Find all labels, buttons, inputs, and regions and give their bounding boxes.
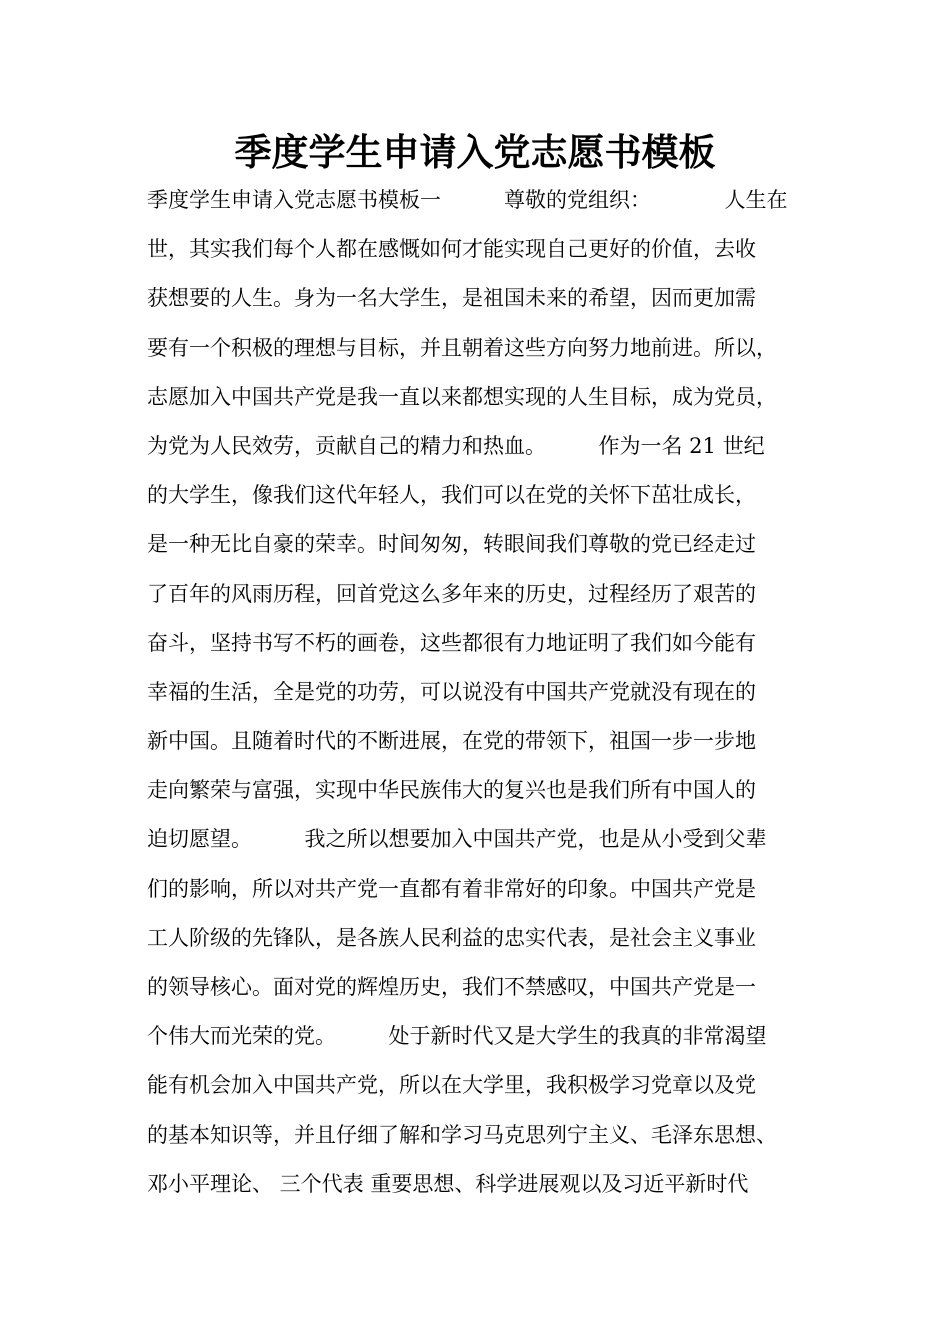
- body-line: 邓小平理论、 三个代表 重要思想、科学进展观以及习近平新时代: [147, 1171, 749, 1196]
- body-line: 能有机会加入中国共产党，所以在大学里，我积极学习党章以及党: [147, 1073, 756, 1098]
- body-line: 世，其实我们每个人都在感慨如何才能实现自己更好的价值，去收: [147, 237, 756, 262]
- body-line: 奋斗，坚持书写不朽的画卷，这些都很有力地证明了我们如今能有: [147, 630, 756, 655]
- body-line: 是一种无比自豪的荣幸。时间匆匆，转眼间我们尊敬的党已经走过: [147, 532, 756, 557]
- body-line: 走向繁荣与富强，实现中华民族伟大的复兴也是我们所有中国人的: [147, 778, 756, 803]
- body-line: 志愿加入中国共产党是我一直以来都想实现的人生目标，成为党员，: [147, 384, 777, 409]
- body-line: 的大学生，像我们这代年轻人，我们可以在党的关怀下茁壮成长，: [147, 483, 756, 508]
- body-line: 季度学生申请入党志愿书模板一 尊敬的党组织： 人生在: [147, 188, 788, 212]
- body-line: 工人阶级的先锋队，是各族人民利益的忠实代表，是社会主义事业: [147, 925, 756, 950]
- document-title: 季度学生申请入党志愿书模板: [234, 131, 716, 174]
- body-line: 个伟大而光荣的党。 处于新时代又是大学生的我真的非常渴望: [147, 1024, 767, 1049]
- body-line: 迫切愿望。 我之所以想要加入中国共产党，也是从小受到父辈: [147, 827, 767, 852]
- body-line: 们的影响，所以对共产党一直都有着非常好的印象。中国共产党是: [147, 876, 756, 901]
- body-line: 的基本知识等，并且仔细了解和学习马克思列宁主义、毛泽东思想、: [147, 1122, 777, 1147]
- body-line: 的领导核心。面对党的辉煌历史，我们不禁感叹，中国共产党是一: [147, 975, 756, 999]
- body-line: 了百年的风雨历程，回首党这么多年来的历史，过程经历了艰苦的: [147, 581, 756, 606]
- document-body: [147, 176, 827, 1209]
- body-line: 获想要的人生。身为一名大学生，是祖国未来的希望，因而更加需: [147, 286, 756, 311]
- body-line: 幸福的生活，全是党的功劳，可以说没有中国共产党就没有现在的: [147, 679, 756, 704]
- body-line: 新中国。且随着时代的不断进展，在党的带领下，祖国一步一步地: [147, 729, 756, 754]
- body-line: 要有一个积极的理想与目标，并且朝着这些方向努力地前进。所以，: [147, 335, 777, 360]
- body-line: 为党为人民效劳，贡献自己的精力和热血。 作为一名 21 世纪: [147, 433, 765, 458]
